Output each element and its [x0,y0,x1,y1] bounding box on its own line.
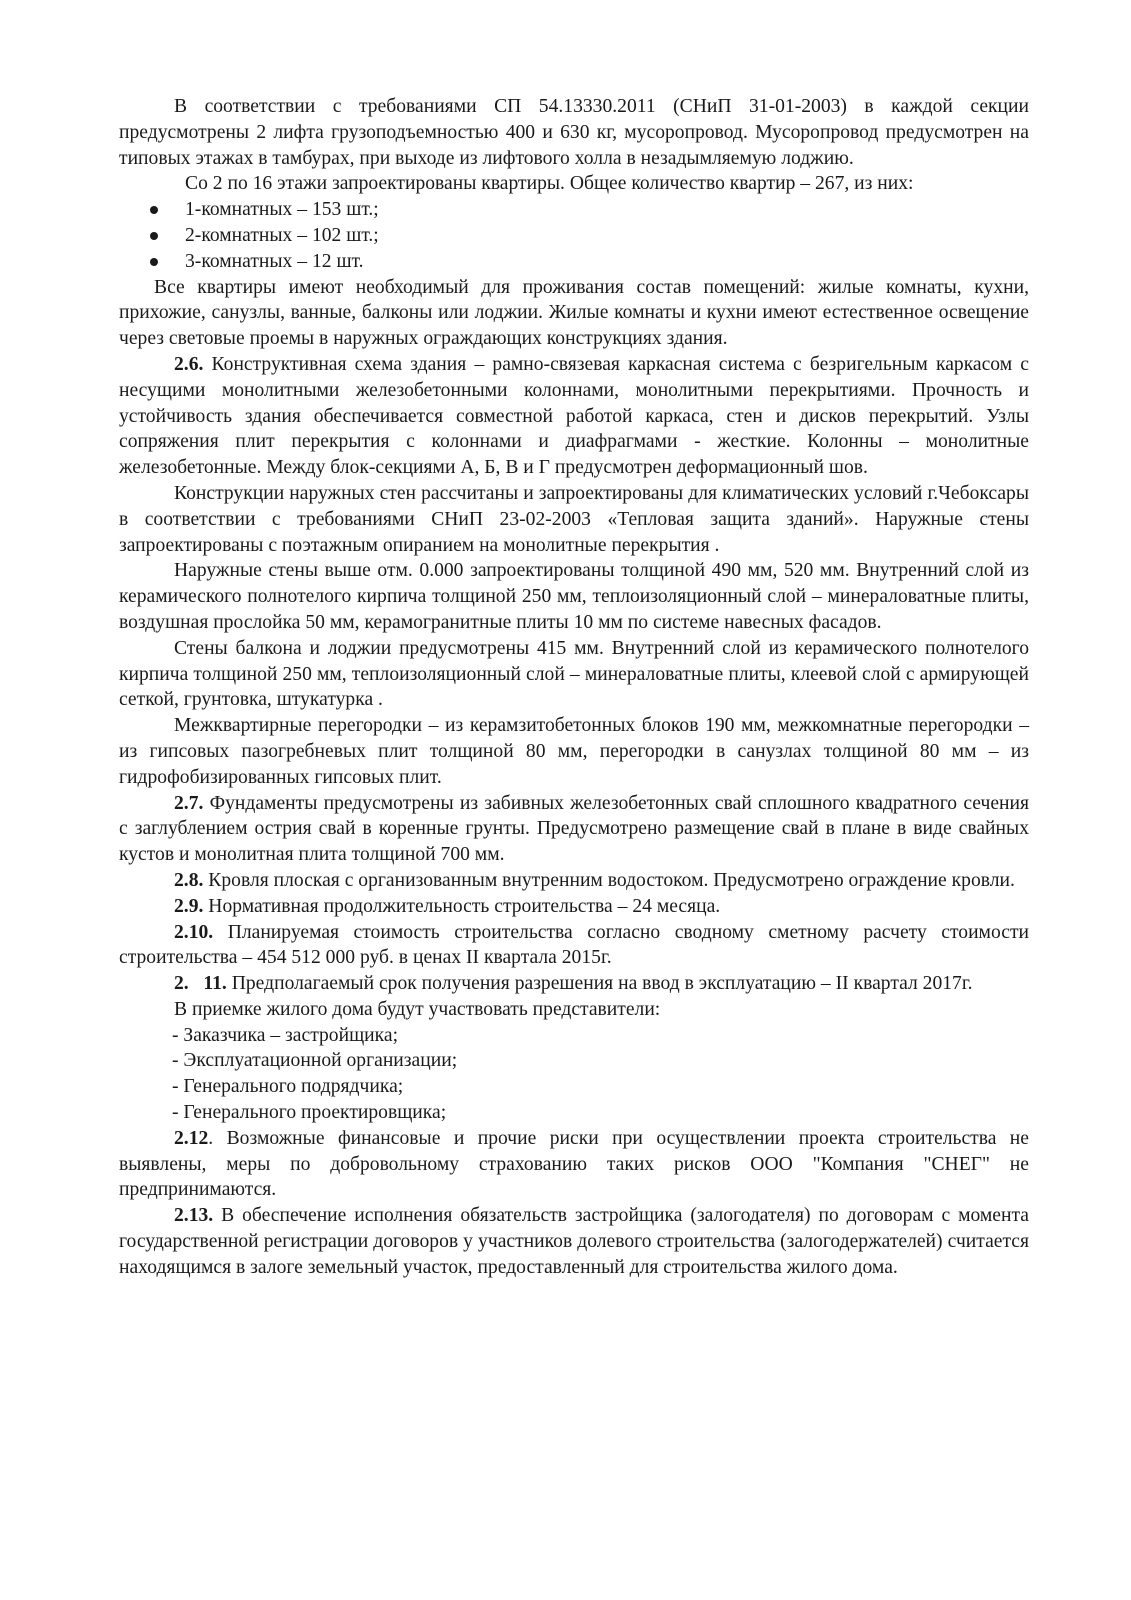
section-number: 2.10. [174,921,214,943]
paragraph-apartments-count: Со 2 по 16 этажи запроектированы квартиры. Общее количество квартир – 267, из них: [185,173,914,195]
paragraph-external-walls: Конструкции наружных стен рассчитаны и запроектированы для климатических условий г.Чебоксары в соответствии с требованиями СНиП 23-02-2003 «Тепловая защита зданий». Наружные стены запроектированы с поэтажным опиранием на монолитные перекрытия . [119,482,1029,556]
list-item: - Заказчика – застройщика; [172,1024,399,1046]
paragraph-rooms: Все квартиры имеют необходимый для проживания состав помещений: жилые комнаты, кухни, прихожие, санузлы, ванные, балконы или лоджии. Жилые комнаты и кухни имеют естественное освещение через световые проемы в наружных ограждающих конструкциях здания. [119,276,1029,350]
section-number: 2. [174,973,189,995]
section-2-12: 2.12. Возможные финансовые и прочие риски при осуществлении проекта строительства не выявлены, меры по добровольному страхованию таких рисков ООО "Компания "СНЕГ" не предпринимаются. [119,1127,1029,1201]
representatives-list [119,1023,1029,1126]
bullet-icon [150,232,158,240]
paragraph-acceptance: В приемке жилого дома будут участвовать представители: [174,998,661,1020]
section-2-7: 2.7. Фундаменты предусмотрены из забивных железобетонных свай сплошного квадратного сечения с заглублением острия свай в коренные грунты. Предусмотрено размещение свай в плане в виде свайных кустов и монолитная плита толщиной 700 мм. [119,792,1029,866]
section-number: 2.8. [174,869,204,891]
list-item: - Генерального проектировщика; [172,1102,447,1124]
list-item: 3-комнатных – 12 шт. [119,249,1029,275]
list-item: 2-комнатных – 102 шт.; [119,223,1029,249]
paragraph-balcony-walls: Стены балкона и лоджии предусмотрены 415 мм. Внутренний слой из керамического полнотелого кирпича толщиной 250 мм, теплоизоляционный слой – минераловатные плиты, клеевой слой с армирующей сеткой, грунтовка, штукатурка . [119,637,1029,711]
document-page [119,94,1029,1281]
list-item: - Генерального подрядчика; [172,1076,404,1098]
section-2-11: 2. 11. Предполагаемый срок получения разрешения на ввод в эксплуатацию – II квартал 2017г. [174,973,973,995]
section-number: 2.12 [174,1127,209,1149]
bullet-icon [150,206,158,214]
section-2-10: 2.10. Планируемая стоимость строительства согласно сводному сметному расчету стоимости строительства – 454 512 000 руб. в ценах II квартала 2015г. [119,921,1029,969]
section-number: 2.7. [174,792,204,814]
section-number: 2.13. [174,1205,214,1227]
section-number: 2.9. [174,895,204,917]
section-2-9: 2.9. Нормативная продолжительность строительства – 24 месяца. [174,895,721,917]
paragraph-wall-thickness: Наружные стены выше отм. 0.000 запроектированы толщиной 490 мм, 520 мм. Внутренний слой из керамического полнотелого кирпича толщиной 250 мм, теплоизоляционный слой – минераловатные плиты, воздушная прослойка 50 мм, керамогранитные плиты 10 мм по системе навесных фасадов. [119,560,1029,633]
section-number: 2.6. [174,353,204,375]
list-item: - Эксплуатационной организации; [172,1050,458,1072]
section-2-6: 2.6. Конструктивная схема здания – рамно-связевая каркасная система с безригельным каркасом с несущими монолитными железобетонными колоннами, монолитными перекрытиями. Прочность и устойчивость здания обеспечивается совместной работой каркаса, стен и дисков перекрытий. Узлы сопряжения плит перекрытия с колоннами и диафрагмами - жесткие. Колонны – монолитные железобетонные. Между блок-секциями А, Б, В и Г предусмотрен деформационный шов. [119,353,1029,479]
paragraph-partitions: Межквартирные перегородки – из керамзитобетонных блоков 190 мм, межкомнатные перегородки – из гипсовых пазогребневых плит толщиной 80 мм, перегородки в санузлах толщиной 80 мм – из гидрофобизированных гипсовых плит. [119,715,1029,788]
bullet-icon [150,258,158,266]
section-number: 11. [203,973,227,995]
section-2-13: 2.13. В обеспечение исполнения обязательств застройщика (залогодателя) по договорам с момента государственной регистрации договоров у участников долевого строительства (залогодержателей) считается находящимся в залоге земельный участок, предоставленный для строительства жилого дома. [119,1205,1029,1278]
paragraph-elevators: В соответствии с требованиями СП 54.13330.2011 (СНиП 31-01-2003) в каждой секции предусмотрены 2 лифта грузоподъемностью 400 и 630 кг, мусоропровод. Мусоропровод предусмотрен на типовых этажах в тамбурах, при выходе из лифтового холла в незадымляемую лоджию. [119,96,1029,169]
list-item: 1-комнатных – 153 шт.; [119,197,1029,223]
section-2-8: 2.8. Кровля плоская с организованным внутренним водостоком. Предусмотрено ограждение кровли. [174,869,1015,891]
apartment-type-list [119,197,1029,274]
